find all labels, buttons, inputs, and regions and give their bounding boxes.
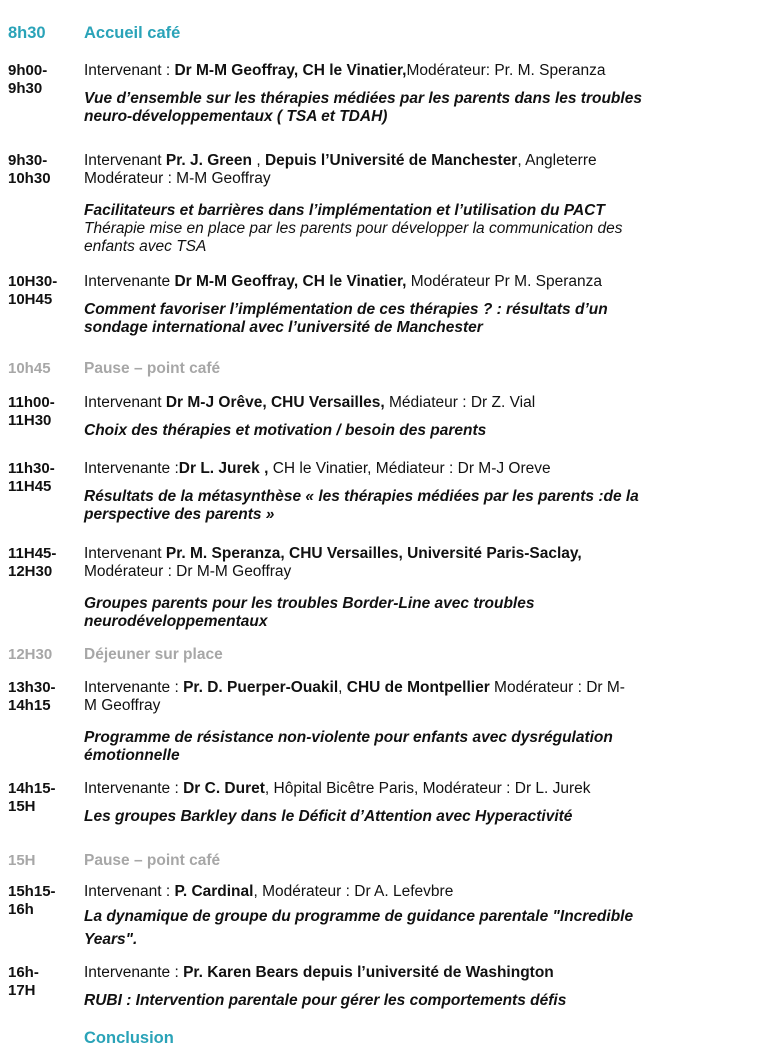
time-range: 10H30- 10H45 [8, 273, 58, 308]
time-range: 11H45- 12H30 [8, 545, 57, 580]
speaker-line: Intervenant : P. Cardinal, Modérateur : Dr A. Lefevbre [84, 883, 454, 900]
time-label: 15H [8, 852, 36, 869]
talk-title: sondage international avec l’université de Manchester [84, 319, 483, 336]
conclusion-label: Conclusion [84, 1029, 174, 1047]
moderator-line: Modérateur : M-M Geoffray [84, 170, 271, 187]
talk-description: enfants avec TSA [84, 238, 207, 255]
talk-title: neurodéveloppementaux [84, 613, 268, 630]
talk-title: Choix des thérapies et motivation / besoin des parents [84, 422, 487, 439]
talk-title: Facilitateurs et barrières dans l’implémentation et l’utilisation du PACT [84, 202, 605, 219]
break-label: Accueil café [84, 24, 181, 42]
break-label: Déjeuner sur place [84, 646, 223, 663]
talk-title: perspective des parents » [84, 506, 275, 523]
time-label: 8h30 [8, 24, 46, 42]
talk-title: Programme de résistance non-violente pour enfants avec dysrégulation [84, 729, 613, 746]
time-range: 16h- 17H [8, 964, 39, 999]
time-range: 13h30- 14h15 [8, 679, 56, 714]
speaker-line: Intervenant Dr M-J Orêve, CHU Versailles, Médiateur : Dr Z. Vial [84, 394, 536, 411]
talk-title: Vue d’ensemble sur les thérapies médiées par les parents dans les troubles [84, 90, 642, 107]
talk-title: neuro-développementaux ( TSA et TDAH) [84, 108, 388, 125]
moderator-line: Modérateur : Dr M-M Geoffray [84, 563, 292, 580]
talk-title: Groupes parents pour les troubles Border-Line avec troubles [84, 595, 535, 612]
talk-title: RUBI : Intervention parentale pour gérer les comportements défis [84, 992, 567, 1009]
talk-title: Résultats de la métasynthèse « les thérapies médiées par les parents :de la [84, 488, 639, 505]
time-label: 12H30 [8, 646, 53, 663]
talk-title: Years". [84, 931, 138, 948]
speaker-line: Intervenante : Dr C. Duret, Hôpital Bicêtre Paris, Modérateur : Dr L. Jurek [84, 780, 591, 797]
time-label: 10h45 [8, 360, 51, 377]
talk-title: Les groupes Barkley dans le Déficit d’Attention avec Hyperactivité [84, 808, 573, 825]
talk-title: La dynamique de groupe du programme de guidance parentale "Incredible [84, 908, 634, 925]
time-range: 9h00- 9h30 [8, 62, 48, 97]
moderator-line: M Geoffray [84, 697, 161, 714]
speaker-line: Intervenant Pr. M. Speranza, CHU Versailles, Université Paris-Saclay, [84, 545, 582, 562]
speaker-line: Intervenant Pr. J. Green , Depuis l’Université de Manchester, Angleterre [84, 152, 597, 169]
time-range: 11h00- 11H30 [8, 394, 55, 429]
talk-title: émotionnelle [84, 747, 180, 764]
time-range: 15h15- 16h [8, 883, 56, 918]
speaker-line: Intervenante : Pr. Karen Bears depuis l’université de Washington [84, 964, 554, 981]
time-range: 11h30- 11H45 [8, 460, 55, 495]
break-label: Pause – point café [84, 852, 221, 869]
speaker-line: Intervenante : Pr. D. Puerper-Ouakil, CHU de Montpellier Modérateur : Dr M- [84, 679, 625, 696]
time-range: 9h30- 10h30 [8, 152, 51, 187]
time-range: 14h15- 15H [8, 780, 56, 815]
speaker-line: Intervenante :Dr L. Jurek , CH le Vinatier, Médiateur : Dr M-J Oreve [84, 460, 551, 477]
speaker-line: Intervenant : Dr M-M Geoffray, CH le Vinatier,Modérateur: Pr. M. Speranza [84, 62, 606, 79]
speaker-line: Intervenante Dr M-M Geoffray, CH le Vinatier, Modérateur Pr M. Speranza [84, 273, 603, 290]
talk-description: Thérapie mise en place par les parents pour développer la communication des [84, 220, 623, 237]
talk-title: Comment favoriser l’implémentation de ces thérapies ? : résultats d’un [84, 301, 608, 318]
break-label: Pause – point café [84, 360, 221, 377]
